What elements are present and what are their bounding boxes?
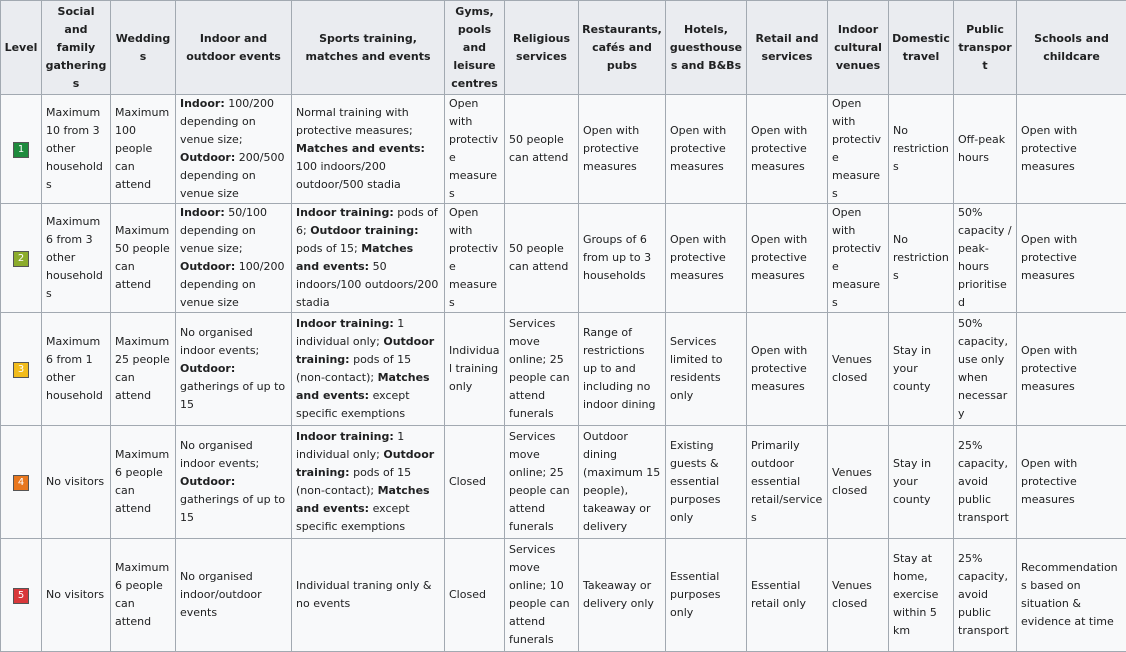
column-header-gyms[interactable]: Gyms, pools and leisure centres xyxy=(445,1,505,95)
bold-label: Outdoor: xyxy=(180,362,235,375)
cell-hotels: Open with protective measures xyxy=(666,204,747,313)
cell-weddings: Maximum 50 people can attend xyxy=(111,204,176,313)
cell-schools: Open with protective measures xyxy=(1017,95,1126,204)
bold-label: Indoor: xyxy=(180,206,225,219)
bold-label: Indoor: xyxy=(180,97,225,110)
cell-hotels: Essential purposes only xyxy=(666,539,747,652)
cell-events: Indoor: 50/100 depending on venue size; Outdoor: 100/200 depending on venue size xyxy=(176,204,292,313)
cell-social: Maximum 10 from 3 other households xyxy=(42,95,111,204)
level-cell xyxy=(1,426,42,539)
column-header-events[interactable]: Indoor and outdoor events xyxy=(176,1,292,95)
cell-gyms: Open with protective measures xyxy=(445,95,505,204)
column-header-restaurants[interactable]: Restaurants, cafés and pubs xyxy=(579,1,666,95)
cell-sports: Normal training with protective measures; Matches and events: 100 indoors/200 outdoor/500 stadia xyxy=(292,95,445,204)
cell-hotels: Existing guests & essential purposes only xyxy=(666,426,747,539)
column-header-transport[interactable]: Public transport xyxy=(954,1,1017,95)
table-row xyxy=(1,95,1126,204)
table-row xyxy=(1,539,1126,652)
level-badge: 5 xyxy=(14,589,28,603)
cell-social: Maximum 6 from 1 other household xyxy=(42,313,111,426)
cell-restaurants: Takeaway or delivery only xyxy=(579,539,666,652)
cell-events: No organised indoor events; Outdoor: gatherings of up to 15 xyxy=(176,313,292,426)
bold-label: Matches and events: xyxy=(296,371,430,402)
cell-transport: 25% capacity, avoid public transport xyxy=(954,426,1017,539)
cell-cultural: Venues closed xyxy=(828,539,889,652)
level-badge: 4 xyxy=(14,476,28,490)
cell-cultural: Open with protective measures xyxy=(828,95,889,204)
cell-transport: 50% capacity / peak-hours prioritised xyxy=(954,204,1017,313)
bold-label: Matches and events: xyxy=(296,242,413,273)
cell-retail: Essential retail only xyxy=(747,539,828,652)
column-header-sports[interactable]: Sports training, matches and events xyxy=(292,1,445,95)
cell-events: No organised indoor events; Outdoor: gatherings of up to 15 xyxy=(176,426,292,539)
column-header-hotels[interactable]: Hotels, guesthouses and B&Bs xyxy=(666,1,747,95)
cell-hotels: Open with protective measures xyxy=(666,95,747,204)
cell-weddings: Maximum 100 people can attend xyxy=(111,95,176,204)
column-header-retail[interactable]: Retail and services xyxy=(747,1,828,95)
cell-travel: Stay at home, exercise within 5 km xyxy=(889,539,954,652)
cell-cultural: Venues closed xyxy=(828,313,889,426)
bold-label: Matches and events: xyxy=(296,142,425,155)
cell-social: No visitors xyxy=(42,539,111,652)
cell-sports: Indoor training: 1 individual only; Outdoor training: pods of 15 (non-contact); Matches and events: except specific exemptions xyxy=(292,426,445,539)
cell-sports: Indoor training: pods of 6; Outdoor training: pods of 15; Matches and events: 50 indoors/100 outdoors/200 stadia xyxy=(292,204,445,313)
level-badge: 2 xyxy=(14,252,28,266)
column-header-level[interactable]: Level xyxy=(1,1,42,95)
column-header-cultural[interactable]: Indoor cultural venues xyxy=(828,1,889,95)
cell-events: Indoor: 100/200 depending on venue size; Outdoor: 200/500 depending on venue size xyxy=(176,95,292,204)
cell-social: Maximum 6 from 3 other households xyxy=(42,204,111,313)
cell-schools: Open with protective measures xyxy=(1017,313,1126,426)
cell-restaurants: Outdoor dining (maximum 15 people), takeaway or delivery xyxy=(579,426,666,539)
cell-schools: Open with protective measures xyxy=(1017,204,1126,313)
cell-weddings: Maximum 6 people can attend xyxy=(111,426,176,539)
cell-retail: Primarily outdoor essential retail/services xyxy=(747,426,828,539)
level-cell xyxy=(1,204,42,313)
bold-label: Indoor training: xyxy=(296,206,394,219)
cell-schools: Open with protective measures xyxy=(1017,426,1126,539)
table-row xyxy=(1,313,1126,426)
level-cell xyxy=(1,313,42,426)
cell-retail: Open with protective measures xyxy=(747,95,828,204)
cell-travel: No restrictions xyxy=(889,95,954,204)
cell-transport: 50% capacity, use only when necessary xyxy=(954,313,1017,426)
cell-gyms: Individual training only xyxy=(445,313,505,426)
cell-weddings: Maximum 6 people can attend xyxy=(111,539,176,652)
level-badge: 3 xyxy=(14,363,28,377)
level-cell xyxy=(1,539,42,652)
table-row xyxy=(1,426,1126,539)
bold-label: Outdoor training: xyxy=(296,448,434,479)
bold-label: Matches and events: xyxy=(296,484,430,515)
cell-schools: Recommendations based on situation & evidence at time xyxy=(1017,539,1126,652)
cell-religious: Services move online; 10 people can attend funerals xyxy=(505,539,579,652)
cell-social: No visitors xyxy=(42,426,111,539)
bold-label: Outdoor: xyxy=(180,151,235,164)
cell-retail: Open with protective measures xyxy=(747,313,828,426)
cell-cultural: Open with protective measures xyxy=(828,204,889,313)
cell-religious: 50 people can attend xyxy=(505,204,579,313)
cell-transport: Off-peak hours xyxy=(954,95,1017,204)
cell-gyms: Closed xyxy=(445,426,505,539)
cell-restaurants: Groups of 6 from up to 3 households xyxy=(579,204,666,313)
bold-label: Indoor training: xyxy=(296,430,394,443)
cell-gyms: Closed xyxy=(445,539,505,652)
column-header-religious[interactable]: Religious services xyxy=(505,1,579,95)
column-header-social[interactable]: Social and family gatherings xyxy=(42,1,111,95)
column-header-travel[interactable]: Domestic travel xyxy=(889,1,954,95)
cell-gyms: Open with protective measures xyxy=(445,204,505,313)
table-row xyxy=(1,204,1126,313)
cell-religious: Services move online; 25 people can attend funerals xyxy=(505,313,579,426)
bold-label: Outdoor training: xyxy=(296,335,434,366)
bold-label: Indoor training: xyxy=(296,317,394,330)
bold-label: Outdoor training: xyxy=(310,224,418,237)
level-cell xyxy=(1,95,42,204)
cell-events: No organised indoor/outdoor events xyxy=(176,539,292,652)
header-row xyxy=(1,1,1126,95)
bold-label: Outdoor: xyxy=(180,475,235,488)
cell-religious: Services move online; 25 people can attend funerals xyxy=(505,426,579,539)
cell-cultural: Venues closed xyxy=(828,426,889,539)
cell-transport: 25% capacity, avoid public transport xyxy=(954,539,1017,652)
cell-sports: Indoor training: 1 individual only; Outdoor training: pods of 15 (non-contact); Matches and events: except specific exemptions xyxy=(292,313,445,426)
column-header-weddings[interactable]: Weddings xyxy=(111,1,176,95)
cell-travel: Stay in your county xyxy=(889,313,954,426)
cell-religious: 50 people can attend xyxy=(505,95,579,204)
cell-retail: Open with protective measures xyxy=(747,204,828,313)
cell-weddings: Maximum 25 people can attend xyxy=(111,313,176,426)
cell-hotels: Services limited to residents only xyxy=(666,313,747,426)
level-badge: 1 xyxy=(14,143,28,157)
cell-travel: No restrictions xyxy=(889,204,954,313)
cell-sports: Individual traning only & no events xyxy=(292,539,445,652)
cell-restaurants: Range of restrictions up to and including no indoor dining xyxy=(579,313,666,426)
cell-restaurants: Open with protective measures xyxy=(579,95,666,204)
bold-label: Outdoor: xyxy=(180,260,235,273)
cell-travel: Stay in your county xyxy=(889,426,954,539)
column-header-schools[interactable]: Schools and childcare xyxy=(1017,1,1126,95)
